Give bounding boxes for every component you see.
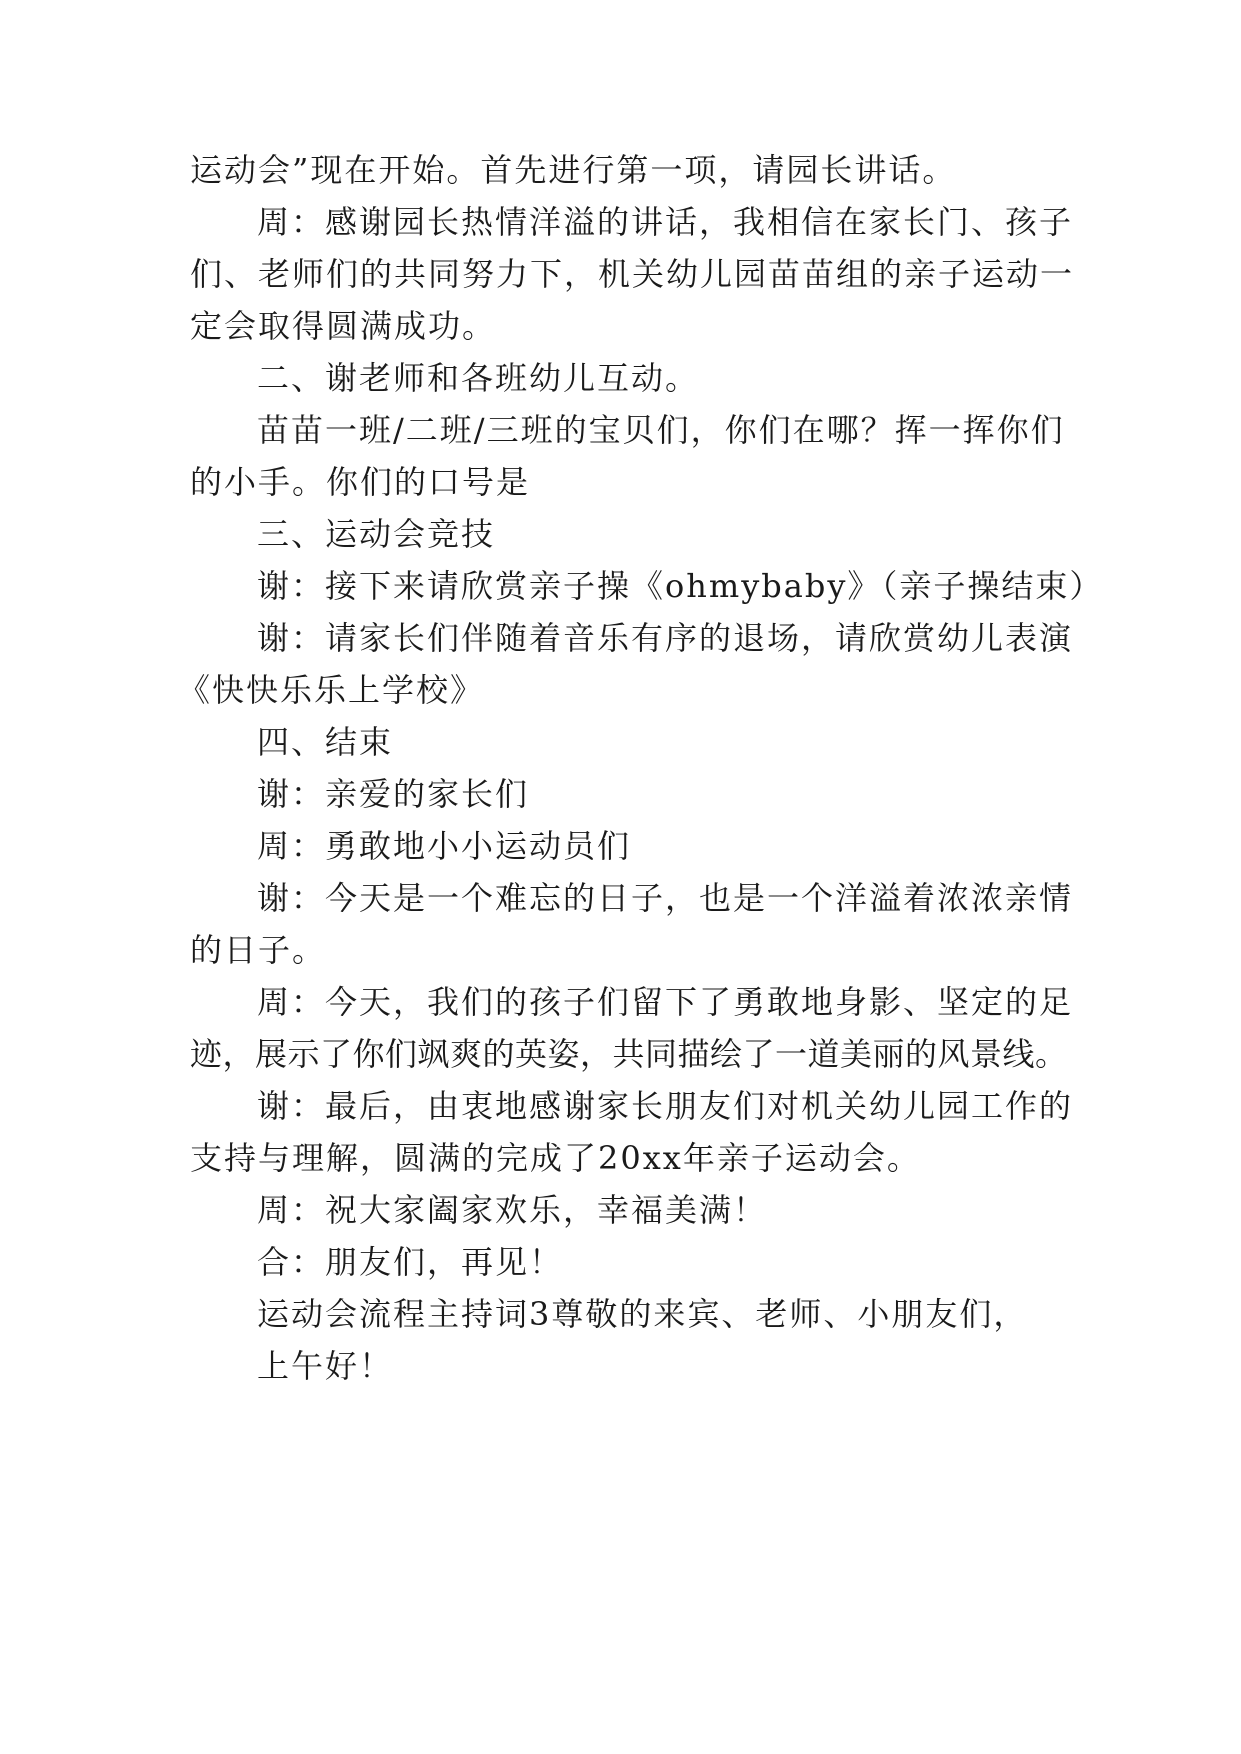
- text-line: 谢：今天是一个难忘的日子，也是一个洋溢着浓浓亲情: [257, 879, 1074, 917]
- section-heading: 二、谢老师和各班幼儿互动。: [257, 359, 700, 397]
- text-line: 的小手。你们的口号是: [190, 463, 531, 501]
- text-line: 合：朋友们，再见！: [257, 1243, 564, 1281]
- text-line: 谢：请家长们伴随着音乐有序的退场，请欣赏幼儿表演: [257, 619, 1074, 657]
- text-line: 谢：最后，由衷地感谢家长朋友们对机关幼儿园工作的: [257, 1087, 1074, 1125]
- text-line: 们、老师们的共同努力下，机关幼儿园苗苗组的亲子运动一: [190, 255, 1075, 293]
- text-line: 迹，展示了你们飒爽的英姿，共同描绘了一道美丽的风景线。: [190, 1035, 1068, 1073]
- text-line: 的日子。: [190, 931, 327, 969]
- text-line: 上午好！: [257, 1347, 394, 1385]
- text-line: 苗苗一班/二班/三班的宝贝们，你们在哪？挥一挥你们: [257, 411, 1065, 449]
- text-line: 周：感谢园长热情洋溢的讲话，我相信在家长门、孩子: [257, 203, 1074, 241]
- section-heading: 三、运动会竞技: [257, 515, 496, 553]
- text-line: 运动会流程主持词3尊敬的来宾、老师、小朋友们，: [257, 1295, 1028, 1333]
- text-line: 谢：亲爱的家长们: [257, 775, 530, 813]
- text-line: 《快快乐乐上学校》: [178, 671, 485, 709]
- text-line: 周：今天，我们的孩子们留下了勇敢地身影、坚定的足: [257, 983, 1074, 1021]
- text-line: 支持与理解，圆满的完成了20xx年亲子运动会。: [190, 1139, 921, 1177]
- text-line: 运动会”现在开始。首先进行第一项，请园长讲话。: [190, 151, 957, 189]
- text-line: 周：勇敢地小小运动员们: [257, 827, 632, 865]
- section-heading: 四、结束: [257, 723, 394, 761]
- text-line: 周：祝大家阖家欢乐，幸福美满！: [257, 1191, 768, 1229]
- text-line: 谢：接下来请欣赏亲子操《ohmybaby》（亲子操结束）: [257, 567, 1104, 605]
- text-line: 定会取得圆满成功。: [190, 307, 497, 345]
